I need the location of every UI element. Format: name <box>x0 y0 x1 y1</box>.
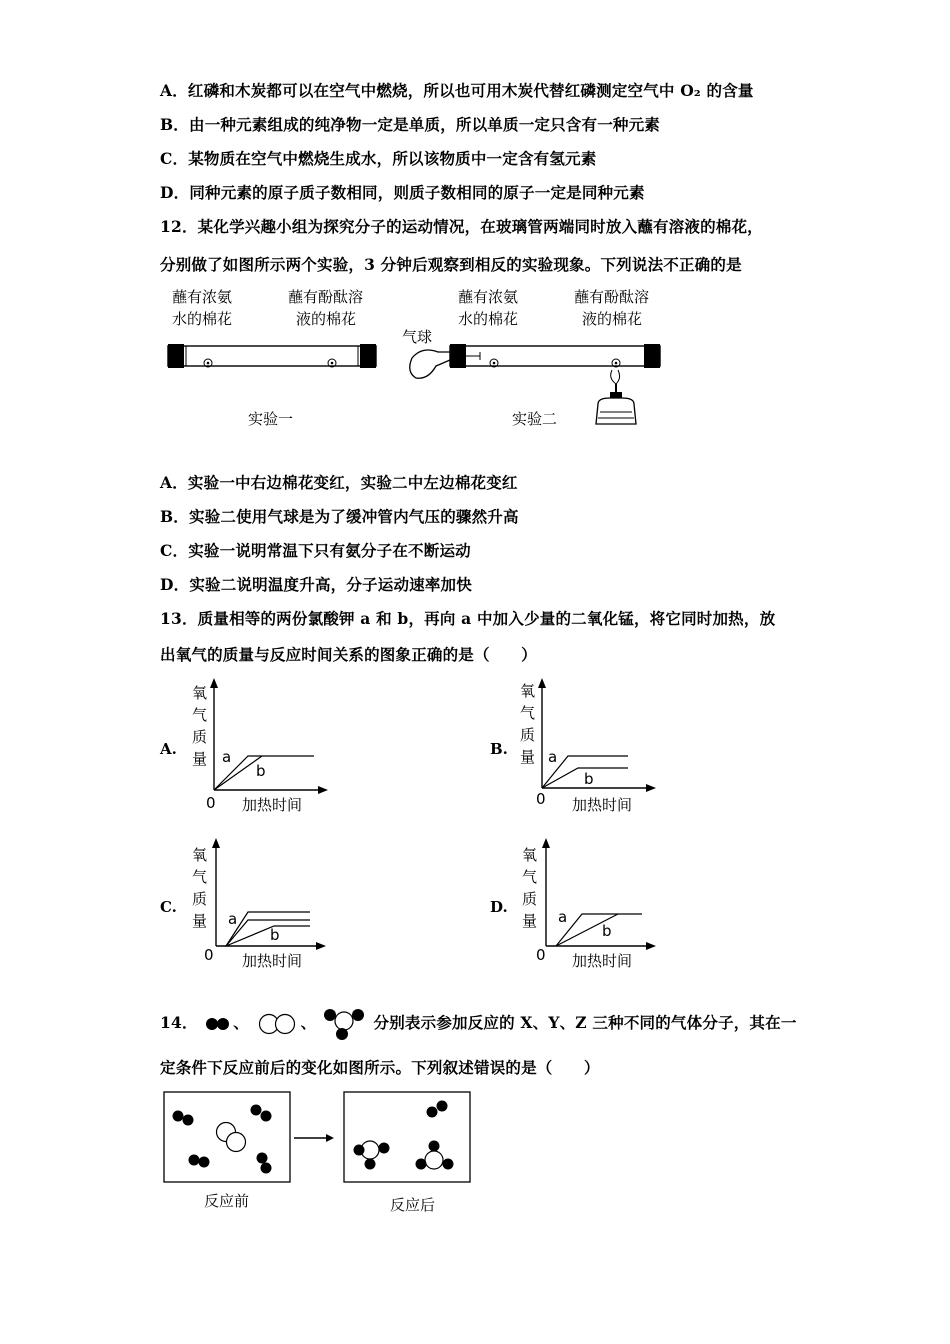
exp1-tube <box>168 344 376 368</box>
q11-option-c: C．某物质在空气中燃烧生成水，所以该物质中一定含有氢元素 <box>160 149 597 168</box>
x-molecule-icon <box>203 1014 233 1034</box>
exp2-caption: 实验二 <box>512 410 558 428</box>
q14-separator-1: 、 <box>233 1013 249 1032</box>
q12-stem-line2: 分别做了如图所示两个实验，3 分钟后观察到相反的实验现象。下列说法不正确的是 <box>160 255 742 274</box>
graph-d-ylabel: 氧 气 质 量 <box>522 846 538 930</box>
exp2-ammonia-label-line2: 水的棉花 <box>458 310 519 328</box>
exp1-caption: 实验一 <box>248 410 294 428</box>
q14-number: 14． <box>160 1013 198 1032</box>
graph-c-xlabel: 加热时间 <box>242 952 303 970</box>
q12-option-b: B．实验二使用气球是为了缓冲管内气压的骤然升高 <box>160 507 519 526</box>
graph-d-series-b: b <box>602 922 612 940</box>
graph-b-series-b: b <box>584 770 594 788</box>
graph-d-xlabel: 加热时间 <box>572 952 633 970</box>
graph-b-origin: 0 <box>536 790 546 808</box>
q14-stem-rest: 分别表示参加反应的 X、Y、Z 三种不同的气体分子，其在一 <box>373 1013 797 1032</box>
graph-a-series-b: b <box>256 762 266 780</box>
exp2-ammonia-label-line1: 蘸有浓氨 <box>458 288 519 306</box>
graph-b-xlabel: 加热时间 <box>572 796 633 814</box>
graph-c-series-b: b <box>270 926 280 944</box>
graph-c-series-a: a <box>228 910 238 928</box>
before-reaction-caption: 反应前 <box>204 1192 250 1210</box>
exp2-tube <box>450 344 660 368</box>
graph-d <box>518 836 668 981</box>
exp2-phenol-label-line2: 液的棉花 <box>582 310 643 328</box>
exp1-phenol-label-line2: 液的棉花 <box>296 310 357 328</box>
exp1-phenol-label-line1: 蘸有酚酞溶 <box>288 288 364 306</box>
q12-option-d: D．实验二说明温度升高，分子运动速率加快 <box>160 575 472 594</box>
balloon-label: 气球 <box>402 328 433 346</box>
alcohol-lamp-icon <box>596 370 636 424</box>
graph-a-series-a: a <box>222 748 232 766</box>
graph-c <box>186 836 336 981</box>
exp2-phenol-label-line1: 蘸有酚酞溶 <box>574 288 650 306</box>
q11-option-a: A．红磷和木炭都可以在空气中燃烧，所以也可用木炭代替红磷测定空气中 O₂ 的含量 <box>160 81 754 100</box>
q14-separator-2: 、 <box>300 1013 317 1032</box>
y-molecule-icon <box>255 1012 301 1036</box>
q12-experiment-figure <box>160 280 680 430</box>
graph-d-origin: 0 <box>536 946 546 964</box>
graph-c-choice-label: C. <box>160 898 177 916</box>
graph-c-origin: 0 <box>204 946 214 964</box>
q11-option-b: B．由一种元素组成的纯净物一定是单质，所以单质一定只含有一种元素 <box>160 115 661 134</box>
q14-stem-line2: 定条件下反应前后的变化如图所示。下列叙述错误的是（ ） <box>160 1058 600 1077</box>
graph-d-choice-label: D. <box>490 898 508 916</box>
graph-c-ylabel: 氧 气 质 量 <box>192 846 208 930</box>
q14-reaction-figure <box>162 1090 482 1220</box>
graph-a-xlabel: 加热时间 <box>242 796 303 814</box>
exp1-ammonia-label-line2: 水的棉花 <box>172 310 233 328</box>
graph-a-ylabel: 氧 气 质 量 <box>192 684 208 768</box>
q12-stem-line1: 12．某化学兴趣小组为探究分子的运动情况，在玻璃管两端同时放入蘸有溶液的棉花， <box>160 217 763 236</box>
graph-a-origin: 0 <box>206 794 216 812</box>
after-reaction-caption: 反应后 <box>390 1196 436 1214</box>
graph-b-series-a: a <box>548 748 558 766</box>
q13-stem-line1: 13．质量相等的两份氯酸钾 a 和 b，再向 a 中加入少量的二氧化锰，将它同时加热，放 <box>160 609 776 628</box>
z-molecule-icon <box>322 1007 368 1041</box>
graph-a-choice-label: A. <box>160 740 177 758</box>
q13-stem-line2: 出氧气的质量与反应时间关系的图象正确的是（ ） <box>160 645 537 664</box>
graph-a <box>186 676 336 821</box>
exp1-ammonia-label-line1: 蘸有浓氨 <box>172 288 233 306</box>
graph-b-choice-label: B. <box>490 740 508 758</box>
graph-d-series-a: a <box>558 908 568 926</box>
q14-stem-line1 <box>160 1007 797 1041</box>
graph-b <box>518 676 668 821</box>
q12-option-a: A．实验一中右边棉花变红，实验二中左边棉花变红 <box>160 473 518 492</box>
q12-option-c: C．实验一说明常温下只有氨分子在不断运动 <box>160 541 471 560</box>
q11-option-d: D．同种元素的原子质子数相同，则质子数相同的原子一定是同种元素 <box>160 183 645 202</box>
balloon-icon <box>410 350 450 378</box>
graph-b-ylabel: 氧 气 质 量 <box>520 682 536 766</box>
